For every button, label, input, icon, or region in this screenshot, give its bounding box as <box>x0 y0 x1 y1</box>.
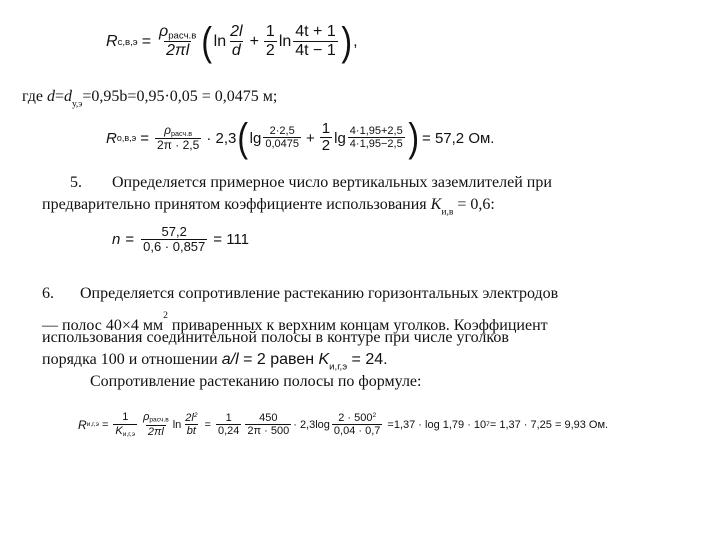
formula4-f3-den: 0,24 <box>217 425 240 438</box>
item5-K-sub: и,в <box>441 206 454 218</box>
formula3-num: 57,2 <box>161 224 187 239</box>
formula2-frac2-num: 2·2,5 <box>269 124 295 137</box>
formula-resistance-vertical <box>106 118 494 158</box>
formula1-rho-fraction <box>157 24 198 60</box>
formula2-plus: + <box>306 129 315 147</box>
item6-line1 <box>42 283 558 305</box>
formula4-ln: ln <box>172 418 182 431</box>
formula4-frac3 <box>216 413 241 438</box>
formula4-rho-sub: расч.в <box>149 416 169 424</box>
formula4-f5-den: 0,04 · 0,7 <box>333 425 381 438</box>
formula4-result-tail: = 1,37 · 7,25 = 9,93 Ом. <box>489 418 609 431</box>
formula4-lhs-sub: и,г,э <box>86 421 99 429</box>
formula4-mult: · 2,3log <box>293 418 330 431</box>
formula-strip-resistance <box>78 412 608 438</box>
where-eq: = <box>55 88 65 105</box>
item5-line1 <box>70 172 552 194</box>
formula3-den: 0,6 · 0,857 <box>143 238 206 254</box>
formula2-close-paren: ) <box>408 116 419 160</box>
where-d: d <box>47 88 56 105</box>
formula2-rho-sub: расч.в <box>171 129 193 139</box>
formula1-open-paren: ( <box>201 20 213 64</box>
formula1-den: 2πl <box>166 42 190 60</box>
where-d2-sub: у,э <box>72 98 83 110</box>
item6-sup: 2 <box>163 310 168 321</box>
formula1-plus: + <box>249 33 259 50</box>
formula1-half-den: 2 <box>265 42 275 60</box>
formula4-f2-num: 2l <box>185 411 194 424</box>
item6-number: 6. <box>42 285 54 302</box>
formula4-f2-den: bt <box>186 425 196 438</box>
formula4-2pil: 2πl <box>147 425 164 438</box>
formula2-frac3-den: 4·1,95−2,5 <box>349 138 403 151</box>
formula1-frac2-num: 2l <box>230 23 243 41</box>
formula2-frac2-den: 0,0475 <box>265 138 299 151</box>
formula4-rho-fraction <box>141 412 171 438</box>
item6-text2a: — полос 40×4 мм <box>42 317 164 335</box>
where-rest: =0,95b=0,95·0,05 = 0,0475 м; <box>82 88 278 105</box>
formula4-f1-den: K <box>115 424 123 437</box>
formula1-frac3-den: 4t − 1 <box>295 42 336 60</box>
where-line <box>22 86 277 116</box>
formula1-ln1: ln <box>213 33 227 50</box>
formula-rod-count <box>112 225 249 254</box>
formula1-frac3-num: 4t + 1 <box>295 23 336 41</box>
formula1-lhs: R <box>106 33 118 50</box>
formula4-eq: = <box>101 418 109 431</box>
formula4-result-sup: 7 <box>486 421 490 429</box>
formula2-half-den: 2 <box>321 137 331 155</box>
formula1-rho: ρ <box>159 22 169 40</box>
formula2-lg2: lg <box>334 129 346 147</box>
formula2-den: 2π · 2,5 <box>157 137 200 152</box>
formula2-open-paren: ( <box>237 116 249 160</box>
formula4-eq2: = <box>204 418 211 431</box>
formula1-frac2 <box>228 24 244 59</box>
item5-line2 <box>42 194 495 224</box>
formula4-f4-num: 450 <box>259 411 278 424</box>
formula4-f5-num: 2 · 500 <box>338 411 373 424</box>
formula2-lg1: lg <box>249 129 262 147</box>
item6-ratio: a/l <box>221 351 239 368</box>
formula4-f1-num: 1 <box>122 411 129 424</box>
item6-line5 <box>90 371 421 393</box>
where-text: где <box>22 88 48 105</box>
item6-text4c: = 24. <box>347 351 388 368</box>
formula1-ln2: ln <box>278 33 292 50</box>
item6-K: K <box>318 351 330 368</box>
formula1-rho-sub: расч.в <box>168 30 197 42</box>
formula4-frac4 <box>245 413 291 438</box>
formula2-half <box>320 121 332 154</box>
where-d2: d <box>64 88 73 105</box>
formula2-rho: ρ <box>164 123 172 138</box>
item5-text1: Определяется примерное число вертикальных заземлителей при <box>112 174 552 191</box>
formula1-tail: , <box>353 33 358 50</box>
formula4-frac2 <box>183 413 199 438</box>
formula4-f1-den-sub: и,г,э <box>122 430 136 438</box>
formula4-lhs: R <box>78 417 87 432</box>
formula1-half <box>264 24 277 59</box>
item6-K-sub: и,г,э <box>329 361 348 373</box>
item6-text2b: приваренных к верхним концам уголков. Коэффициент <box>167 317 548 335</box>
formula2-frac3 <box>348 126 405 151</box>
formula4-result: =1,37 · log 1,79 · 10 <box>387 418 487 431</box>
item5-number: 5. <box>70 174 82 191</box>
formula4-f3-num: 1 <box>225 411 232 424</box>
formula1-half-num: 1 <box>265 23 275 41</box>
formula3-lhs: n <box>112 230 121 248</box>
item6-text1: Определяется сопротивление растеканию горизонтальных электродов <box>80 285 559 302</box>
formula2-lhs: R <box>106 129 117 147</box>
formula2-lhs-sub: о,в,э <box>116 133 137 143</box>
formula3-eq: = <box>125 230 135 248</box>
formula-resistance-single-rod <box>106 22 358 62</box>
formula3-result: = 111 <box>213 230 249 248</box>
formula4-frac5 <box>332 413 382 438</box>
item6-text4a: порядка 100 и отношении <box>42 351 222 368</box>
item6-text5: Сопротивление растеканию полосы по формуле: <box>90 373 422 390</box>
formula2-frac2 <box>263 126 301 151</box>
formula1-close-paren: ) <box>341 20 352 64</box>
formula4-f4-den: 2π · 500 <box>247 425 290 438</box>
formula2-half-num: 1 <box>321 120 331 138</box>
item6-text3: использования соединительной полосы в контуре при числе уголков <box>42 329 509 346</box>
formula2-frac3-num: 4·1,95+2,5 <box>349 124 403 137</box>
formula2-eq: = <box>140 129 149 147</box>
formula2-mult: · 2,3 <box>206 129 237 147</box>
formula4-f5-num-sup: 2 <box>372 411 377 419</box>
item5-text2b: = 0,6: <box>453 196 495 213</box>
formula1-lhs-sub: с,в,э <box>117 36 138 48</box>
item6-text4b: = 2 равен <box>238 351 319 368</box>
formula2-rho-fraction <box>155 124 201 152</box>
item6-line3 <box>42 327 509 349</box>
formula4-frac1 <box>113 412 137 438</box>
formula4-f2-num-sup: 2 <box>193 411 198 419</box>
formula3-fraction <box>141 225 207 254</box>
item5-K: K <box>430 196 442 213</box>
formula1-frac2-den: d <box>231 42 241 60</box>
formula4-rho: ρ <box>143 411 150 423</box>
item5-text2a: предварительно принятом коэффициенте использования <box>42 196 431 213</box>
formula1-eq: = <box>141 33 152 50</box>
formula1-frac3 <box>293 24 337 59</box>
formula2-result: = 57,2 Ом. <box>422 129 495 147</box>
